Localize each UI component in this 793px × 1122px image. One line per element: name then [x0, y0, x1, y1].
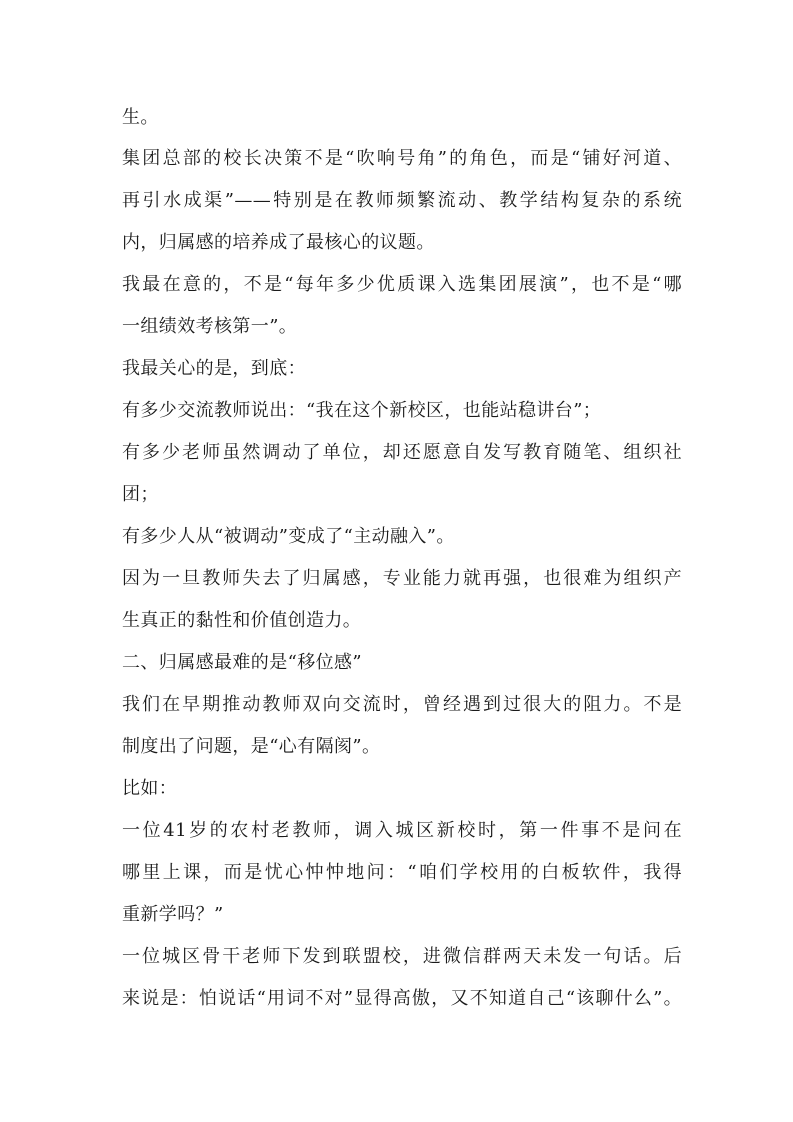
text-line: 一位41岁的农村老教师，调入城区新校时，第一件事不是问在 — [122, 820, 682, 841]
text-line: 集团总部的校长决策不是“吹响号角”的角色，而是“铺好河道、 — [122, 148, 682, 169]
text-line: 比如： — [122, 778, 178, 799]
text-line: 重新学吗？” — [122, 904, 224, 925]
section-heading: 二、归属感最难的是“移位感” — [122, 652, 363, 673]
text-line: 有多少交流教师说出：“我在这个新校区，也能站稳讲台”； — [122, 400, 602, 421]
text-line: 再引水成渠”——特别是在教师频繁流动、教学结构复杂的系统 — [122, 190, 682, 211]
text-line: 我最关心的是，到底： — [122, 358, 306, 379]
text-line: 哪里上课，而是忧心忡忡地问：“咱们学校用的白板软件，我得 — [122, 862, 682, 883]
text-line: 生真正的黏性和价值创造力。 — [122, 610, 362, 631]
text-line: 来说是：怕说话“用词不对”显得高傲，又不知道自己“该聊什么”。 — [122, 988, 682, 1009]
text-line: 制度出了问题，是“心有隔阂”。 — [122, 736, 381, 757]
text-line: 团； — [122, 484, 159, 505]
text-line: 有多少人从“被调动”变成了“主动融入”。 — [122, 526, 455, 547]
text-line: 有多少老师虽然调动了单位，却还愿意自发写教育随笔、组织社 — [122, 442, 682, 463]
text-line: 我最在意的，不是“每年多少优质课入选集团展演”，也不是“哪 — [122, 274, 682, 295]
text-line: 一位城区骨干老师下发到联盟校，进微信群两天未发一句话。后 — [122, 946, 682, 967]
text-line: 因为一旦教师失去了归属感，专业能力就再强，也很难为组织产 — [122, 568, 682, 589]
text-line: 我们在早期推动教师双向交流时，曾经遇到过很大的阻力。不是 — [122, 694, 682, 715]
text-line: 生。 — [122, 107, 159, 128]
text-line: 内，归属感的培养成了最核心的议题。 — [122, 232, 435, 253]
text-line: 一组绩效考核第一”。 — [122, 316, 298, 337]
